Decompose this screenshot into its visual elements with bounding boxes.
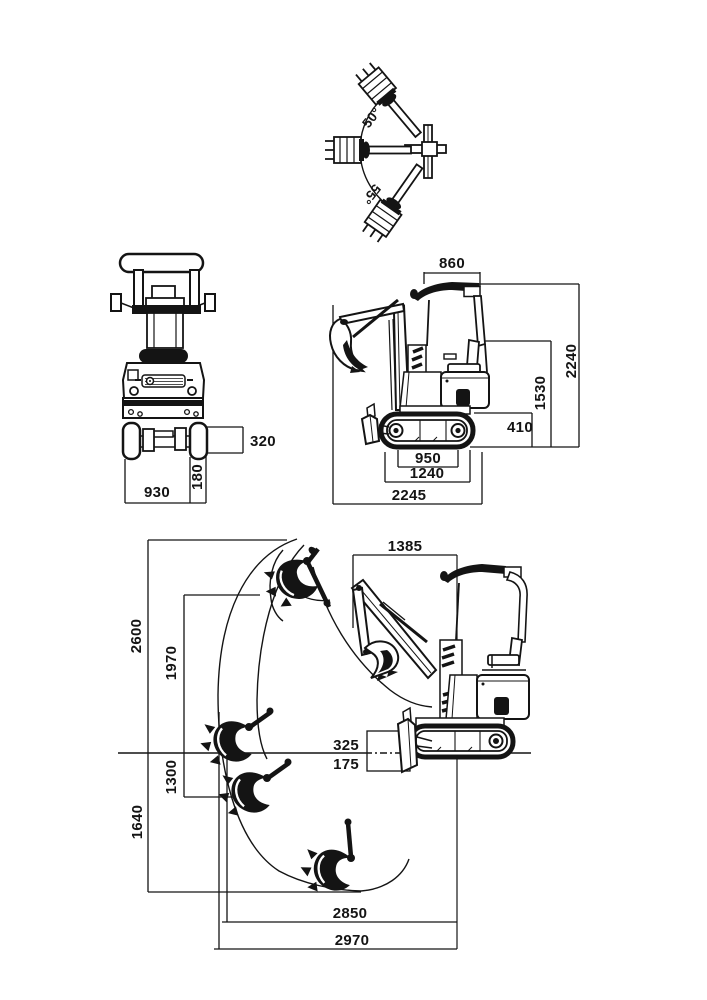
dim-line-320 <box>206 427 243 453</box>
dim-track-length: 1240 <box>409 465 445 482</box>
dim-overall-width-front: 930 <box>144 484 170 501</box>
swing-angle-upper-label: 50° <box>359 104 385 131</box>
dim-max-lift-height: 2600 <box>128 618 145 654</box>
dim-shallow-dig-depth: 1300 <box>163 759 180 795</box>
front-view-machine <box>111 254 215 459</box>
dim-overall-length: 2245 <box>391 487 427 504</box>
side-view <box>330 255 580 504</box>
dim-reach-at-ground: 2850 <box>332 905 368 922</box>
dim-canopy-width: 860 <box>439 255 465 272</box>
boom-position-straight <box>325 137 411 163</box>
dim-max-dig-depth: 1640 <box>129 804 146 840</box>
dim-max-reach: 2970 <box>334 932 370 949</box>
dim-overall-height: 2240 <box>563 343 580 379</box>
swing-angle-lower-label: 55° <box>358 181 384 208</box>
side-view-machine <box>330 282 489 447</box>
dim-track-height-front: 320 <box>250 433 276 450</box>
dim-blade-above-ground: 325 <box>333 737 359 754</box>
working-envelope-curves <box>218 539 432 891</box>
bucket-position-max-depth <box>298 819 355 896</box>
boom-position-up <box>353 60 428 143</box>
dim-cab-height: 1530 <box>532 375 549 411</box>
dim-wheelbase: 950 <box>415 450 441 467</box>
bucket-position-reach <box>200 708 273 765</box>
envelope-bottom-arc <box>361 859 409 891</box>
working-range-diagram <box>118 538 531 949</box>
front-view <box>111 254 276 503</box>
dim-dump-height: 1970 <box>163 645 180 681</box>
top-view-swing <box>325 60 446 244</box>
working-range-machine <box>352 564 529 772</box>
dim-track-width-front: 180 <box>189 464 206 490</box>
dim-blade-below-ground: 175 <box>333 756 359 773</box>
dim-front-radius: 1385 <box>387 538 423 555</box>
dim-track-height-side: 410 <box>507 419 533 436</box>
boom-tip-arc <box>313 567 432 707</box>
